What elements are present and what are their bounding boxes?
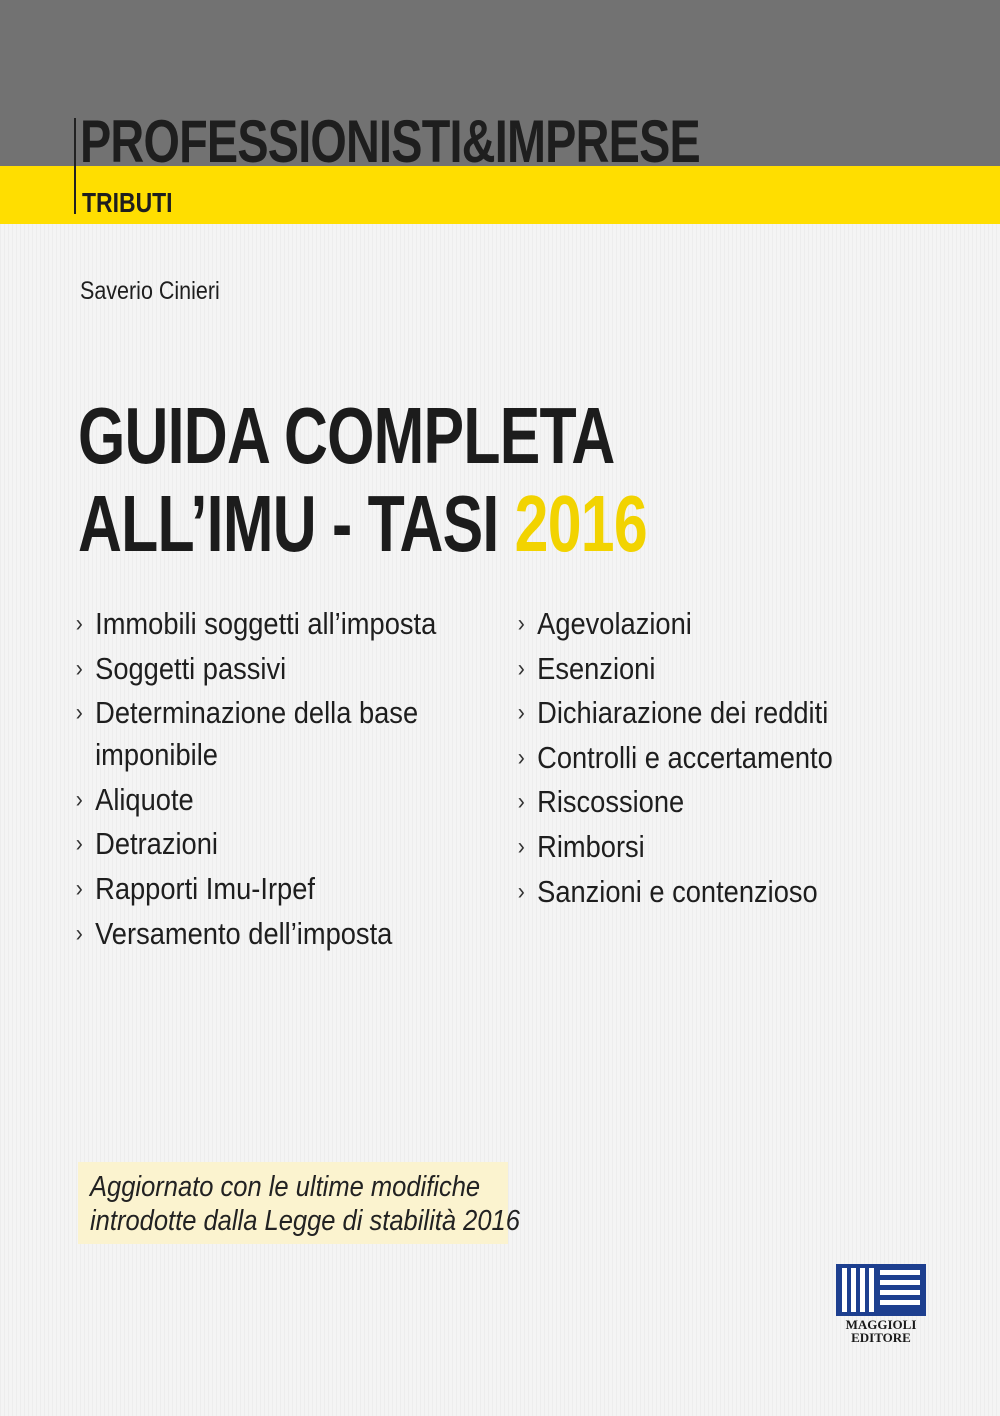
book-title	[78, 392, 647, 568]
topic-label: Immobili soggetti all’imposta	[95, 606, 437, 641]
topic-item	[516, 871, 877, 913]
topic-item	[516, 603, 877, 645]
bullet-icon: ›	[517, 610, 525, 637]
topic-item	[516, 781, 877, 823]
topic-item	[74, 868, 452, 910]
topic-label: Sanzioni e contenzioso	[537, 873, 818, 909]
topic-item	[74, 779, 452, 821]
publisher-line-2: EDITORE	[851, 1330, 911, 1345]
topic-label: Dichiarazione dei redditi	[537, 695, 829, 731]
topic-label: Riscossione	[537, 784, 685, 820]
topics-list-left	[74, 603, 452, 957]
topic-item	[516, 826, 877, 868]
topic-item	[516, 737, 877, 779]
topic-label: Determinazione della base imponibile	[95, 695, 419, 773]
publisher-line-1: MAGGIOLI	[845, 1317, 917, 1332]
title-year: 2016	[514, 479, 647, 568]
header-divider	[74, 118, 76, 214]
topic-label: Agevolazioni	[537, 606, 692, 641]
topic-item	[516, 648, 877, 690]
topic-label: Rapporti Imu-Irpef	[95, 870, 315, 906]
topic-label: Detrazioni	[95, 826, 218, 862]
update-note-line-2: introdotte dalla Legge di stabilità 2016	[90, 1205, 520, 1237]
bullet-icon: ›	[517, 788, 525, 816]
topic-label: Versamento dell’imposta	[95, 915, 393, 951]
bullet-icon: ›	[75, 654, 83, 682]
publisher-logo	[836, 1264, 926, 1344]
series-title: PROFESSIONISTI&IMPRESE	[80, 108, 700, 175]
topic-label: Controlli e accertamento	[537, 739, 833, 775]
topic-item	[516, 692, 877, 734]
bullet-icon: ›	[75, 699, 83, 727]
bullet-icon: ›	[517, 654, 525, 682]
bullet-icon: ›	[517, 743, 525, 771]
bullet-icon: ›	[517, 877, 525, 905]
title-line-2-text: ALL’IMU - TASI	[78, 479, 499, 568]
title-line-2	[78, 480, 647, 568]
publisher-logo-mark	[836, 1264, 926, 1316]
topic-label: Soggetti passivi	[95, 650, 287, 686]
topic-item	[74, 692, 452, 776]
bullet-icon: ›	[517, 699, 525, 727]
topic-label: Rimborsi	[537, 828, 645, 864]
bullet-icon: ›	[75, 610, 83, 637]
bullet-icon: ›	[75, 919, 83, 947]
bullet-icon: ›	[75, 830, 83, 858]
author-name: Saverio Cinieri	[80, 277, 220, 305]
section-label: TRIBUTI	[82, 187, 173, 218]
bullet-icon: ›	[75, 874, 83, 902]
topic-label: Esenzioni	[537, 650, 656, 686]
topics-list-right	[516, 603, 877, 915]
topic-item	[74, 603, 452, 645]
bullet-icon: ›	[517, 832, 525, 860]
topic-item	[74, 913, 452, 955]
update-note	[90, 1170, 520, 1238]
topic-item	[74, 823, 452, 865]
bullet-icon: ›	[75, 785, 83, 813]
publisher-name	[836, 1318, 926, 1344]
topic-item	[74, 648, 452, 690]
topic-label: Aliquote	[95, 781, 194, 817]
update-note-line-1: Aggiornato con le ultime modifiche	[90, 1171, 481, 1203]
title-line-1: GUIDA COMPLETA	[78, 391, 615, 480]
